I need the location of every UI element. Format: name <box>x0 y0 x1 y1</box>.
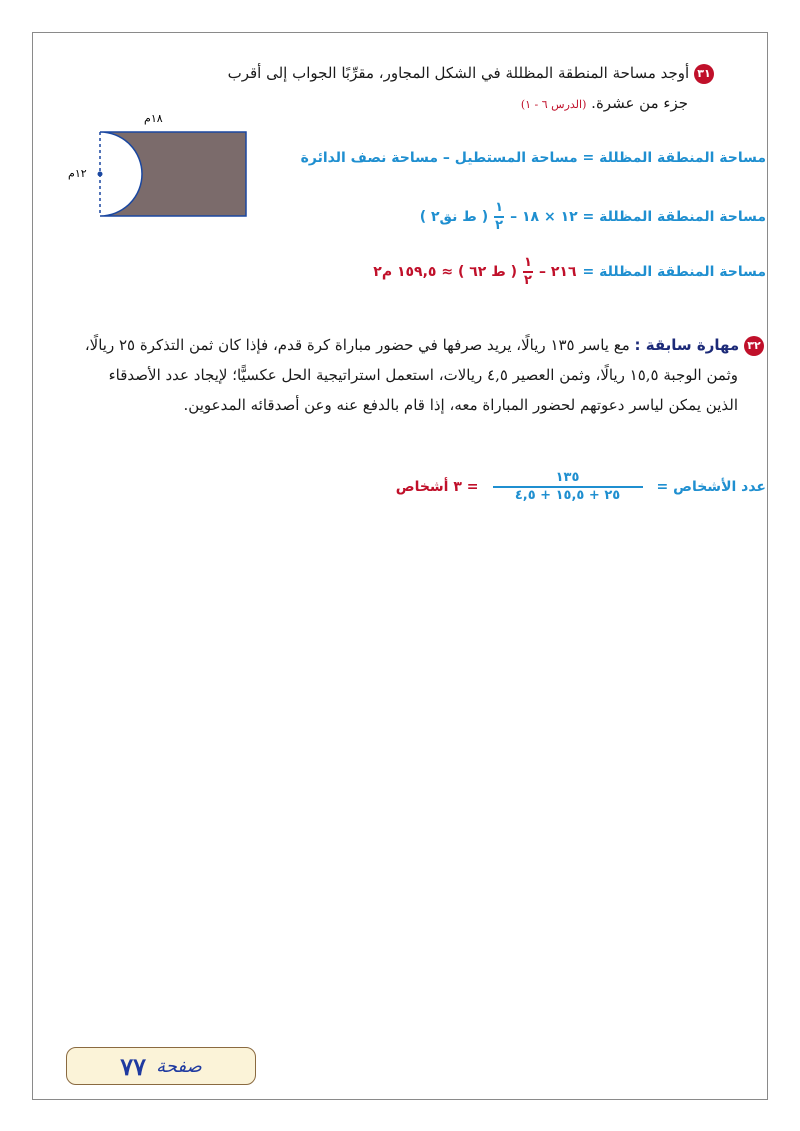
sol2-lhs: مساحة المنطقة المظللة = ١٢ × ١٨ – <box>510 208 766 225</box>
q31-badge: ٣١ <box>694 64 714 84</box>
q32-text-3: الذين يمكن لياسر دعوتهم لحضور المباراة معه، إذا قام بالدفع عنه وعن أصدقائه المدعوين. <box>183 396 738 414</box>
q32-prompt <box>44 330 764 420</box>
fraction-denominator: ٢ <box>524 272 532 288</box>
q32-solution <box>396 470 766 504</box>
sol3-lhs: مساحة المنطقة المظللة = <box>582 263 766 280</box>
q32-line1 <box>44 330 764 360</box>
q32-sol-lhs: عدد الأشخاص = <box>656 478 766 495</box>
shaded-area <box>100 132 246 216</box>
sol2-rhs: ( ط نق٢ ) <box>419 208 489 225</box>
q32-text-2: وثمن الوجبة ١٥,٥ ريالًا، وثمن العصير ٤,٥ ريالات، استعمل استراتيجية الحل عكسيًّا؛ لإيجاد عدد الأصدقاء <box>108 366 738 384</box>
page-number-tab <box>66 1047 256 1085</box>
page-number: ٧٧ <box>120 1051 147 1081</box>
fraction-numerator: ١٣٥ <box>555 470 580 485</box>
fraction-denominator: ٢ <box>495 217 504 233</box>
lesson-reference: (الدرس ٦ - ١) <box>520 98 587 111</box>
half-fraction <box>494 200 504 234</box>
q31-line1 <box>74 58 714 88</box>
sol3-result: ( ط ٦٢ ) ≈ ١٥٩,٥ م٢ <box>373 263 518 280</box>
q31-prompt <box>74 58 714 120</box>
prior-skill-title: مهارة سابقة : <box>634 336 740 354</box>
rectangle-semicircle-diagram <box>60 112 260 232</box>
persons-fraction <box>493 470 643 504</box>
width-label: ١٢م <box>68 167 87 180</box>
q31-solution-line2 <box>420 200 766 234</box>
center-point <box>98 172 103 177</box>
shaded-region-figure <box>60 112 260 232</box>
fraction-denominator: ٢٥ + ١٥,٥ + ٤,٥ <box>514 487 621 503</box>
q31-text-1: أوجد مساحة المنطقة المظللة في الشكل المجاور، مقرِّبًا الجواب إلى أقرب <box>227 64 690 82</box>
q31-solution-line1: مساحة المنطقة المظللة = مساحة المستطيل – مساحة نصف الدائرة <box>300 150 766 166</box>
q32-sol-result: = ٣ أشخاص <box>395 478 479 495</box>
q32-badge: ٣٢ <box>744 336 764 356</box>
q31-text-2: جزء من عشرة. <box>591 94 688 112</box>
fraction-numerator: ١ <box>495 200 504 215</box>
fraction-numerator: ١ <box>524 255 532 270</box>
length-label: ١٨م <box>144 112 163 125</box>
sol3-a: ٢١٦ – <box>539 263 577 280</box>
q31-solution-line3 <box>373 255 766 289</box>
q32-text-1: مع ياسر ١٣٥ ريالًا، يريد صرفها في حضور مباراة كرة قدم، فإذا كان ثمن التذكرة ٢٥ ريالًا، <box>84 336 630 354</box>
page-label: صفحة <box>156 1055 202 1077</box>
half-fraction-2 <box>523 255 533 289</box>
